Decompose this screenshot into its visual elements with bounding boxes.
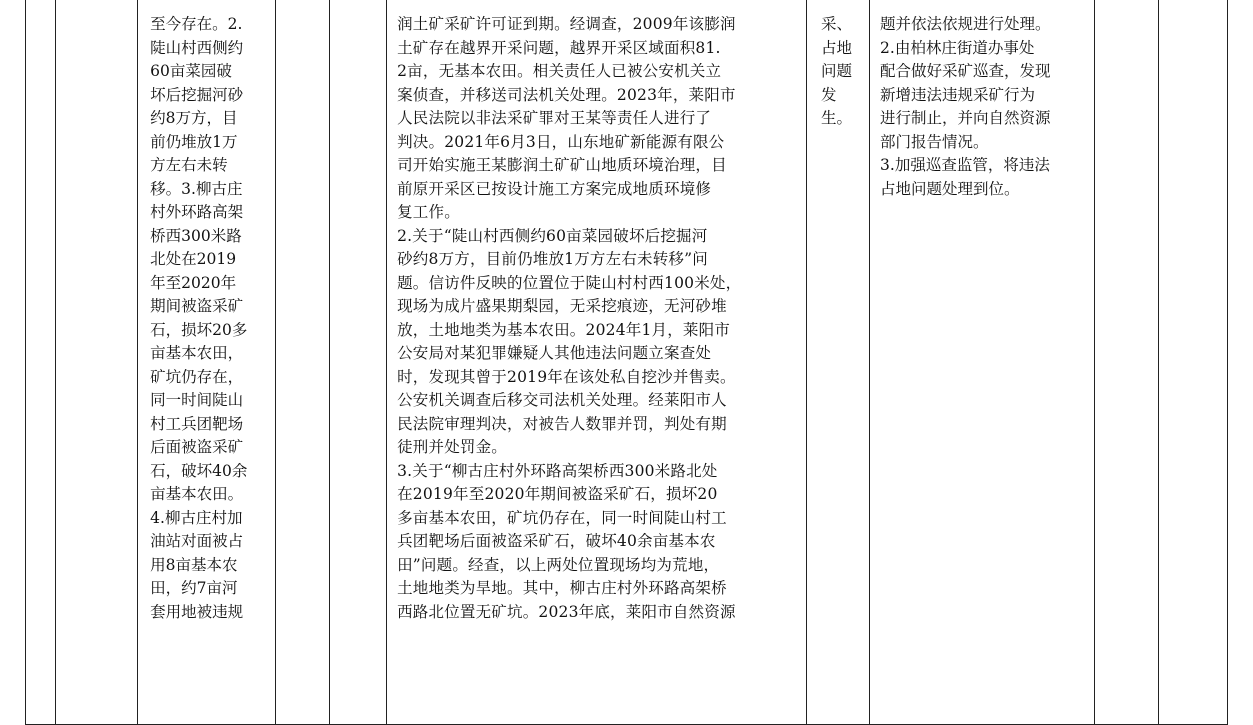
investigation-text: 润土矿采矿许可证到期。经调查，2009年该膨润 土矿存在越界开采问题，越界开采区域面积81. 2亩，无基本农田。相关责任人已被公安机关立 案侦查，并移送司法机关处理。2023年，莱阳市 人民法院以非法采矿罪对王某等责任人进行了 判决。2021年6月3日，山东地矿新能源有限公 司开始实施王某膨润土矿矿山地质环境治理，目 前原开采区已按设计施工方案完成地质环境修 复工作。 2.关于“陡山村西侧约60亩菜园破坏后挖掘河 砂约8万方，目前仍堆放1万方左右未转移”问 题。信访件反映的位置位于陡山村村西100米处， 现场为成片盛果期梨园，无采挖痕迹，无河砂堆 放，土地地类为基本农田。2024年1月，莱阳市 公安局对某犯罪嫌疑人其他违法问题立案查处 时，发现其曾于2019年在该处私自挖沙并售卖。 公安机关调查后移交司法机关处理。经莱阳市人 民法院审理判决，对被告人数罪并罚，判处有期 徒刑并处罚金。 3.关于“柳古庄村外环路高架桥西300米路北处 在2019年至2020年期间被盗采矿石，损坏20 多亩基本农田，矿坑仍存在，同一时间陡山村工 兵团靶场后面被盗采矿石，破坏40余亩基本农 田”问题。经查，以上两处位置现场均为荒地， 土地地类为旱地。其中，柳古庄村外环路高架桥 西路北位置无矿坑。2023年底，莱阳市自然资源 bbox=[397, 15, 742, 621]
table-cell-district bbox=[276, 0, 330, 725]
table-cell-type bbox=[330, 0, 387, 725]
table-cell-accountability bbox=[1095, 0, 1158, 725]
complaint-text: 至今存在。2. 陡山村西侧约 60亩菜园破 坏后挖掘河砂 约8万方，目 前仍堆放1万 方左右未转 移。3.柳古庄 村外环路高架 桥西300米路 北处在2019 年至2020年 期间被盗采矿 石，损坏20多 亩基本农田， 矿坑仍存在， 同一时间陡山 村工兵团靶场 后面被盗采矿 石，破坏40余 亩基本农田。 4.柳古庄村加 油站对面被占 用8亩基本农 田，约7亩河 套用地被违规 bbox=[150, 15, 248, 621]
table-cell-conclusion bbox=[807, 0, 870, 725]
table-cell-investigation bbox=[387, 0, 807, 725]
table-cell-complaint bbox=[138, 0, 276, 725]
petition-handling-table bbox=[25, 0, 1228, 725]
conclusion-text: 采、 占地 问题 发 生。 bbox=[821, 15, 853, 127]
table-row bbox=[26, 0, 1228, 725]
table-cell-remarks bbox=[1158, 0, 1228, 725]
table-cell-batch bbox=[55, 0, 137, 725]
measures-text: 题并依法依规进行处理。 2.由柏林庄街道办事处 配合做好采矿巡查，发现 新增违法违规采矿行为 进行制止，并向自然资源 部门报告情况。 3.加强巡查监管，将违法 占地问题处理到位。 bbox=[880, 15, 1051, 198]
table-cell-index bbox=[26, 0, 56, 725]
table-cell-measures bbox=[870, 0, 1095, 725]
